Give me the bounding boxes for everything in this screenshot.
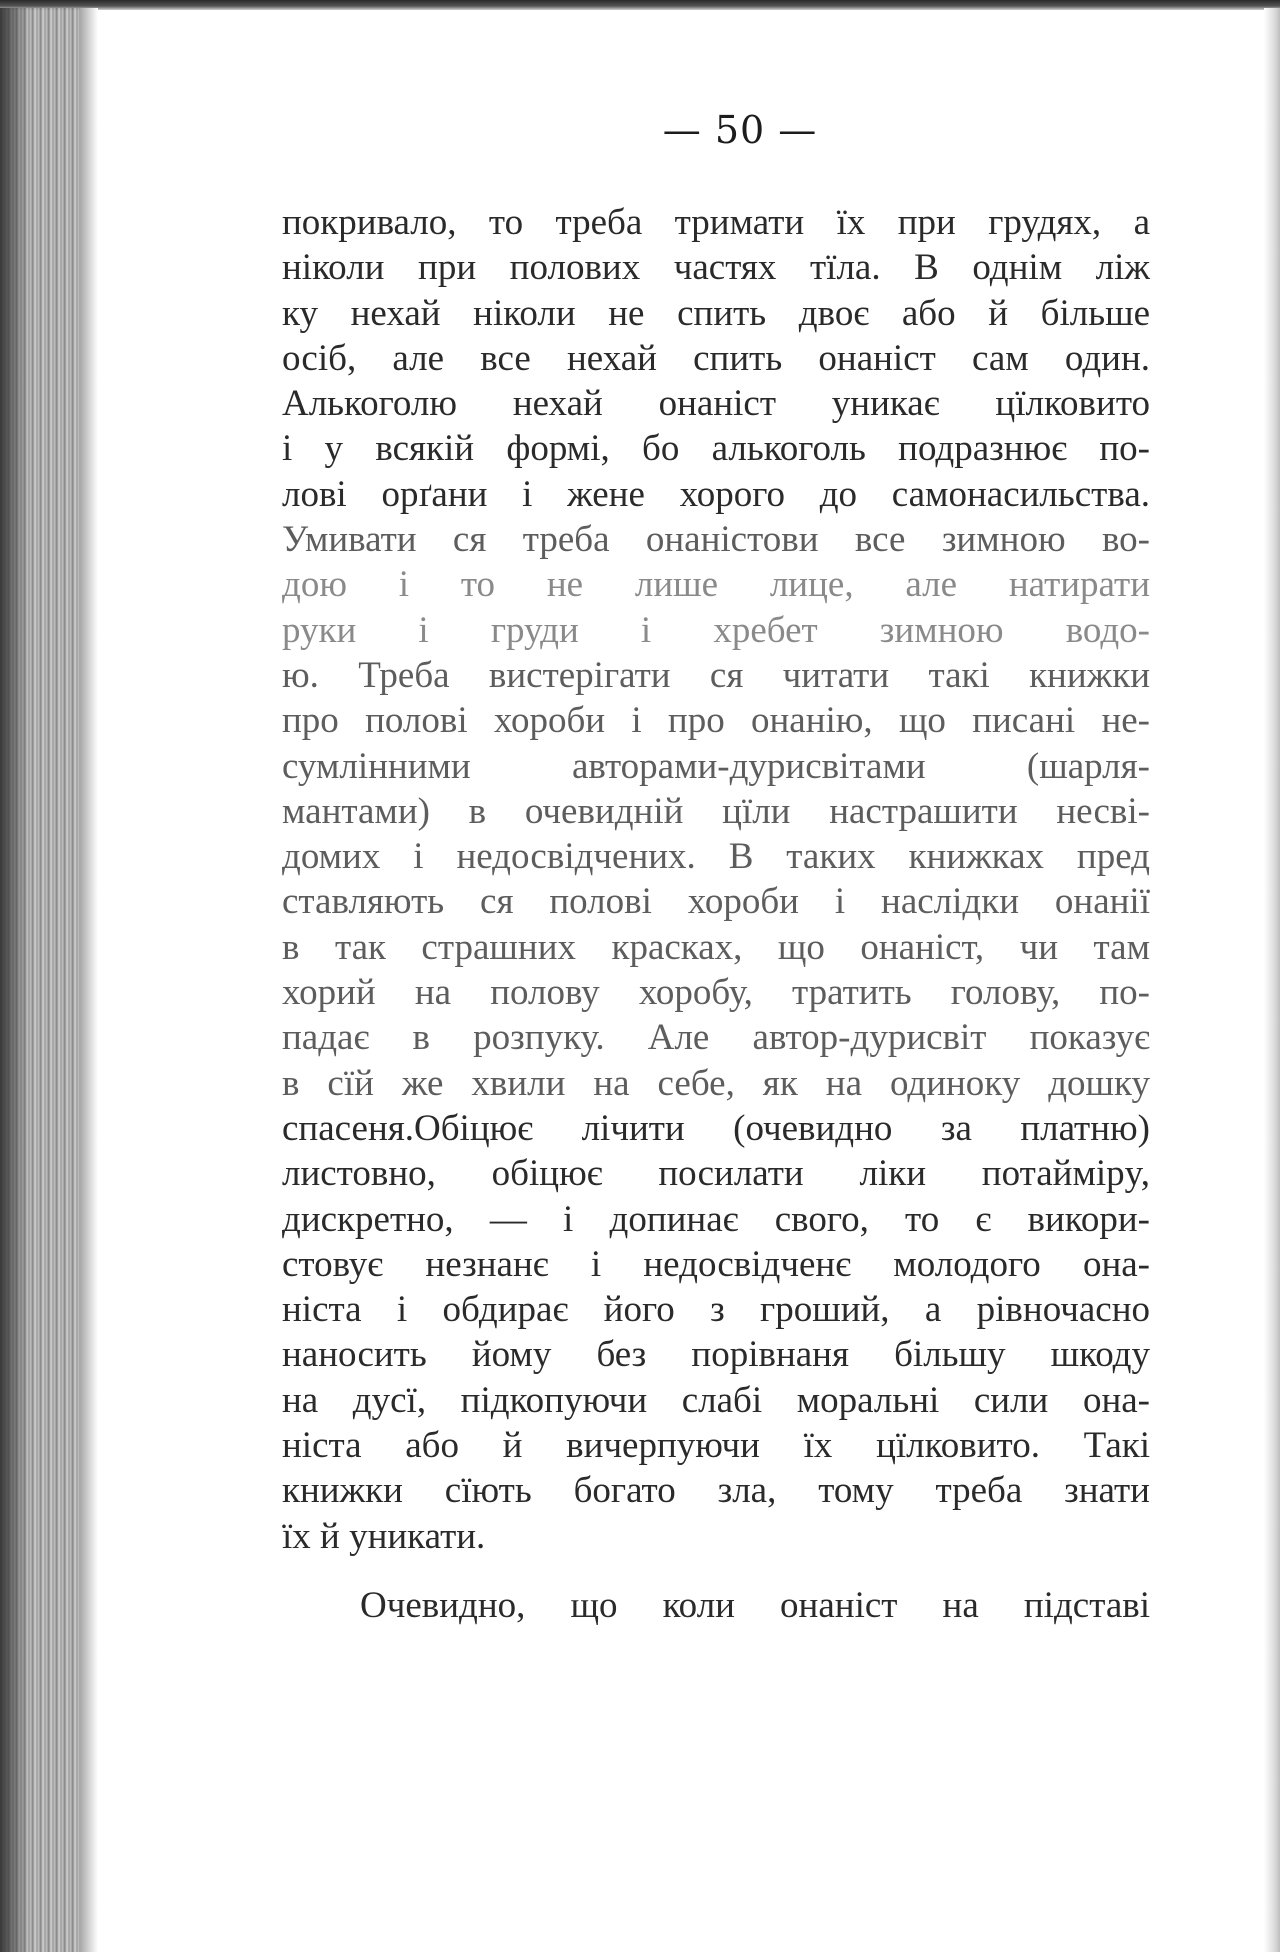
book-edge-shadow: [0, 8, 30, 1952]
text-line: дою і то не лише лице, але натирати: [282, 564, 1150, 606]
paragraph-gap: [282, 1559, 1150, 1583]
text-line: падає в розпуку. Але автор-дурисвіт показує: [282, 1017, 1150, 1059]
text-line: стовує незнанє і недосвідченє молодого она-: [282, 1243, 1150, 1285]
text-line: ю. Треба вистерігати ся читати такі книжки: [282, 654, 1150, 696]
text-line: руки і груди і хребет зимною водо-: [282, 609, 1150, 651]
paragraph-start-line: Очевидно, що коли онаніст на підставі: [360, 1584, 1150, 1626]
text-line: листовно, обіцює посилати ліки потаймірy,: [282, 1153, 1150, 1195]
text-line: наносить йому без порівнаня більшу шкоду: [282, 1334, 1150, 1376]
text-line: Алькоголю нехай онаніст уникає цїлковито: [282, 383, 1150, 425]
text-line: ніколи при полових частях тїла. В однім ліж: [282, 247, 1150, 289]
text-line: ку нехай ніколи не спить двоє або й більше: [282, 292, 1150, 334]
page-right-edge: [1264, 8, 1280, 1952]
text-line: їх й уникати.: [282, 1515, 486, 1557]
text-line: в сїй же хвили на себе, як на одиноку дошку: [282, 1062, 1150, 1104]
text-line: Умивати ся треба онаністови все зимною во-: [282, 519, 1150, 561]
text-line: і у всякій формі, бо алькоголь подразнює по-: [282, 428, 1150, 470]
text-line: в так страшних красках, що онаніст, чи там: [282, 926, 1150, 968]
scan-top-border: [0, 0, 1280, 10]
book-gutter-shade: [80, 8, 98, 1952]
text-line: мантами) в очевидній цїли настрашити несві-: [282, 790, 1150, 832]
page-number: — 50 —: [662, 108, 818, 152]
text-line: на дусї, підкопуючи слабі моральні сили она-: [282, 1379, 1150, 1421]
text-line: дискретно, — і допинає свого, то є викори-: [282, 1198, 1150, 1240]
text-line: сумлінними авторами-дурисвітами (шарля-: [282, 745, 1150, 787]
text-line: лові орґани і жене хорого до самонасильства.: [282, 473, 1150, 515]
text-line: про полові хороби і про онанію, що писані не-: [282, 700, 1150, 742]
text-line: ніста і обдирає його з гроший, а рівночасно: [282, 1289, 1150, 1331]
text-line: спасеня.Обіцює лічити (очевидно за платню): [282, 1107, 1150, 1149]
text-line: ніста або й вичерпуючи їх цїлковито. Такі: [282, 1425, 1150, 1467]
text-line: осіб, але все нехай спить онаніст сам один.: [282, 337, 1150, 379]
body-text: [282, 200, 1150, 1628]
text-line: покривало, то треба тримати їх при грудях, а: [282, 202, 1150, 243]
text-line: домих і недосвідчених. В таких книжках пред: [282, 836, 1150, 878]
text-line: книжки сїють богато зла, тому треба знати: [282, 1470, 1150, 1512]
text-line: ставляють ся полові хороби і наслідки онанії: [282, 881, 1150, 923]
text-line: хорий на полову хоробу, тратить голову, по-: [282, 972, 1150, 1014]
